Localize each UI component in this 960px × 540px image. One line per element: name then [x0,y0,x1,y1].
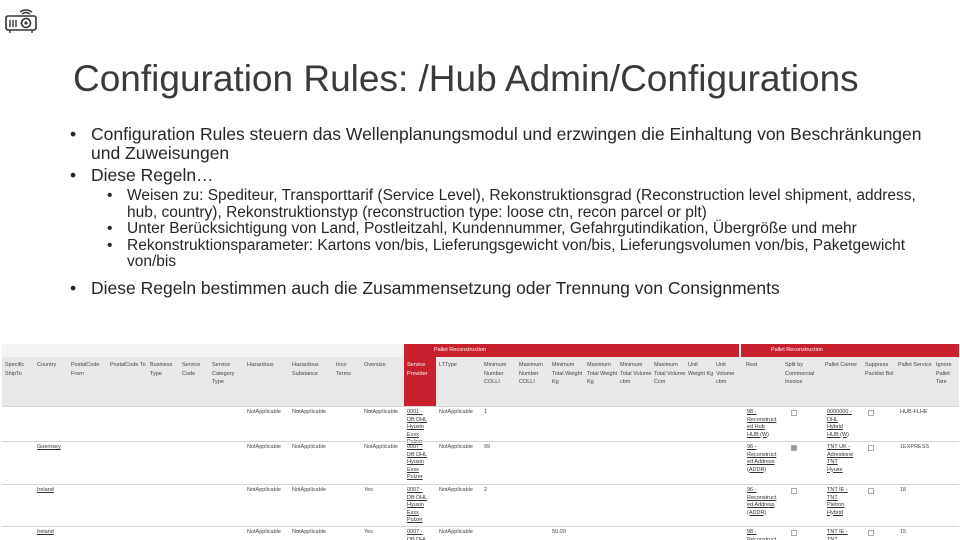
column-header[interactable]: Hazardous Substance [292,362,319,377]
column-header[interactable]: Country [37,362,57,368]
cell-pallet-carrier[interactable]: DHL [827,416,839,423]
bullet-text: Diese Regeln… [91,165,214,185]
cell-hazardous: NotApplicable [247,444,281,450]
cell-pallet-carrier[interactable]: TNT IE - [827,529,848,535]
cell-pallet-carrier[interactable]: Hyuse [827,466,843,473]
column-header[interactable]: Pallet Carrier [825,362,858,368]
bullet-text: Configuration Rules steuern das Wellenplanungsmodul und erzwingen die Einhaltung von Beschränkungen und Zuweisungen [91,124,922,163]
cell-oversize: NotApplicable [364,444,398,450]
suppress-packlist-checkbox[interactable] [868,410,874,416]
group-header-row [2,344,959,357]
cell-service-provider[interactable]: Pulzer [407,517,423,523]
bullet-text: Diese Regeln bestimmen auch die Zusammensetzung oder Trennung von Consignments [91,277,780,298]
group-header-pallet-reconstruction: Pallet Reconstruction [404,344,739,357]
cell-min-colli: 99 [484,444,491,450]
cell-pallet-carrier[interactable]: Hybrid [827,424,843,430]
cell-lt-type: NotApplicable [439,487,473,493]
cell-hazardous: NotApplicable [247,529,281,535]
column-header[interactable]: PostalCode To [110,362,146,368]
cell-service-provider[interactable]: Exxx [407,509,419,516]
cell-rest[interactable]: ed Address [747,502,775,508]
sub-bullet-item [70,238,950,271]
cell-oversize: NotApplicable [364,409,398,415]
cell-rest[interactable]: (ADDR) [747,466,767,473]
column-header[interactable]: Inco Terms [336,362,351,377]
column-header[interactable]: Maximum Total Weight Kg [587,362,618,385]
bullet-item [70,166,950,185]
column-header[interactable]: Suppress Packlist Bol [865,362,894,377]
table-row[interactable] [2,441,959,484]
cell-hazardous: NotApplicable [247,487,281,493]
cell-pallet-service: HUB-FLHE [900,409,928,415]
cell-rest[interactable]: Reconstruct [747,494,777,501]
table-row[interactable] [2,406,959,445]
slide-title: Configuration Rules: /Hub Admin/Configurations [73,58,859,99]
suppress-packlist-checkbox[interactable] [868,445,874,451]
cell-hazardous: NotApplicable [247,409,281,415]
cell-service-provider[interactable]: 0007 - [407,444,423,450]
cell-pallet-service: 15 [900,529,907,535]
cell-hazardous-substance: NotApplicable [292,487,326,493]
cell-pallet-service: 1EXPRESS [900,444,930,450]
cell-service-provider[interactable]: Hyusin [407,424,424,430]
cell-pallet-service: 18 [900,487,907,493]
cell-service-provider[interactable]: Pulzer [407,474,423,480]
cell-service-provider[interactable]: 0007 - [407,529,423,535]
cell-min-colli: 2 [484,487,488,493]
cell-min-weight: 50.00 [552,529,566,535]
column-header[interactable]: Unit Volume cbm [716,362,735,385]
cell-rest[interactable]: 98 - [747,529,757,535]
cell-lt-type: NotApplicable [439,529,473,535]
bullet-dot: • [70,277,77,298]
bullet-dot: • [107,187,113,204]
cell-pallet-carrier[interactable]: TNT [827,459,838,465]
sub-bullet-item [70,221,950,238]
split-by-invoice-checkbox[interactable] [791,488,797,494]
column-header[interactable]: Minimum Total Weight Kg [552,362,583,385]
projector-icon [4,6,40,34]
column-header[interactable]: Specific ShipTo [5,362,25,377]
cell-pallet-carrier[interactable]: TNT UK - [827,444,851,450]
column-header[interactable]: Maximum Number COLLI [519,362,543,385]
bullet-item [70,125,950,163]
bullet-dot: • [70,165,77,185]
cell-service-provider[interactable]: Exxx [407,466,419,473]
bullet-item [70,279,950,298]
cell-service-provider[interactable]: Exxx [407,431,419,438]
cell-pallet-carrier[interactable]: Adrestione [827,451,854,458]
bullet-list [70,125,950,298]
cell-service-provider[interactable]: Pulzer [407,439,423,445]
column-header[interactable]: Minimum Total Volume cbm [620,362,652,385]
cell-service-provider[interactable]: Hyusin [407,459,424,465]
configuration-table-screenshot [2,344,959,540]
cell-pallet-carrier[interactable]: TNT IE - [827,487,848,493]
cell-rest[interactable]: 96 - [747,444,757,450]
split-by-invoice-checkbox[interactable] [791,410,797,416]
cell-pallet-carrier[interactable]: 0000000 - [827,409,852,415]
cell-service-provider[interactable]: DB DHL [407,451,428,458]
cell-service-provider[interactable]: DB DHL [407,416,428,423]
cell-service-provider[interactable]: 0001 - [407,409,423,415]
cell-hazardous-substance: NotApplicable [292,409,326,415]
split-by-invoice-checkbox[interactable] [791,445,797,451]
suppress-packlist-checkbox[interactable] [868,530,874,536]
column-header[interactable]: Service Provider [407,362,428,377]
cell-rest[interactable]: HUB (W) [747,431,769,438]
cell-service-provider[interactable]: DB DHL [407,494,428,501]
cell-pallet-carrier[interactable]: Pietron [827,502,845,508]
cell-hazardous-substance: NotApplicable [292,529,326,535]
column-header[interactable]: Minimum Number COLLI [484,362,507,385]
table-row[interactable] [2,526,959,540]
cell-service-provider[interactable]: 0007 - [407,487,423,493]
cell-hazardous-substance: NotApplicable [292,444,326,450]
column-header[interactable]: Unit Weight Kg [688,362,714,377]
column-header[interactable]: Split by Commercial Invoice [785,362,815,385]
bullet-dot: • [70,124,77,144]
sub-bullet-item [70,188,950,221]
column-header[interactable]: Rest [746,362,758,368]
cell-lt-type: NotApplicable [439,444,473,450]
column-header[interactable]: Ignore Pallet Tare [936,362,952,385]
suppress-packlist-checkbox[interactable] [868,488,874,494]
cell-rest[interactable]: Reconstruct [747,451,777,458]
cell-lt-type: NotApplicable [439,409,473,415]
cell-min-colli: 1 [484,409,488,415]
column-header-row [2,357,959,406]
cell-pallet-carrier[interactable]: HUB (W) [827,431,849,438]
cell-rest[interactable]: 98 - [747,409,757,415]
cell-rest[interactable]: 96 - [747,487,757,493]
cell-rest[interactable]: Reconstruct [747,416,777,423]
column-header[interactable]: LTType [439,362,457,368]
group-header-pallet-reconstruction: Pallet Reconstruction [741,344,959,357]
split-by-invoice-checkbox[interactable] [791,530,797,536]
column-header[interactable]: PostalCode From [71,362,100,377]
cell-oversize: Yes [364,487,373,493]
bullet-dot: • [107,220,113,237]
column-header[interactable]: Maximum Total Volume Ccm [654,362,686,385]
column-header[interactable]: Service Category Type [212,362,235,385]
cell-country[interactable]: Ireland [37,529,54,535]
sub-bullet-text: Rekonstruktionsparameter: Kartons von/bis, Lieferungsgewicht von/bis, Lieferungsvolumen von/bis, Paketgewicht von/bis [127,236,905,270]
bullet-dot: • [107,236,113,254]
cell-rest[interactable]: (ADDR) [747,509,767,516]
column-header[interactable]: Pallet Service [898,362,932,368]
cell-country[interactable]: Ireland [37,487,54,493]
cell-rest[interactable]: Reconstruct [747,536,777,540]
table-row[interactable] [2,484,959,526]
cell-service-provider[interactable]: Hyusin [407,502,424,508]
cell-pallet-carrier[interactable]: TNT [827,494,838,501]
cell-country[interactable]: Guernsey [37,444,61,450]
sub-bullet-text: Weisen zu: Spediteur, Transporttarif (Service Level), Rekonstruktionsgrad (Reconstruction level shipment, address, hub, country), Rekonstruktionstyp (reconstruction type: loose ctn, recon parcel or plt) [127,187,916,221]
cell-pallet-carrier[interactable]: Hybrid [827,509,843,516]
sub-bullet-text: Unter Berücksichtigung von Land, Postleitzahl, Kundennummer, Gefahrgutindikation, Übergröße und mehr [127,220,857,237]
cell-rest[interactable]: ed Address [747,459,775,465]
column-header[interactable]: Business Type [150,362,173,377]
cell-pallet-carrier[interactable]: TNT [827,536,838,540]
cell-oversize: Yes [364,529,373,535]
column-header[interactable]: Hazardous [247,362,274,368]
column-header[interactable]: Oversize [364,362,386,368]
column-header[interactable]: Service Code [182,362,201,377]
cell-service-provider[interactable]: DB DHL [407,536,428,540]
cell-rest[interactable]: ed Hub [747,424,765,430]
